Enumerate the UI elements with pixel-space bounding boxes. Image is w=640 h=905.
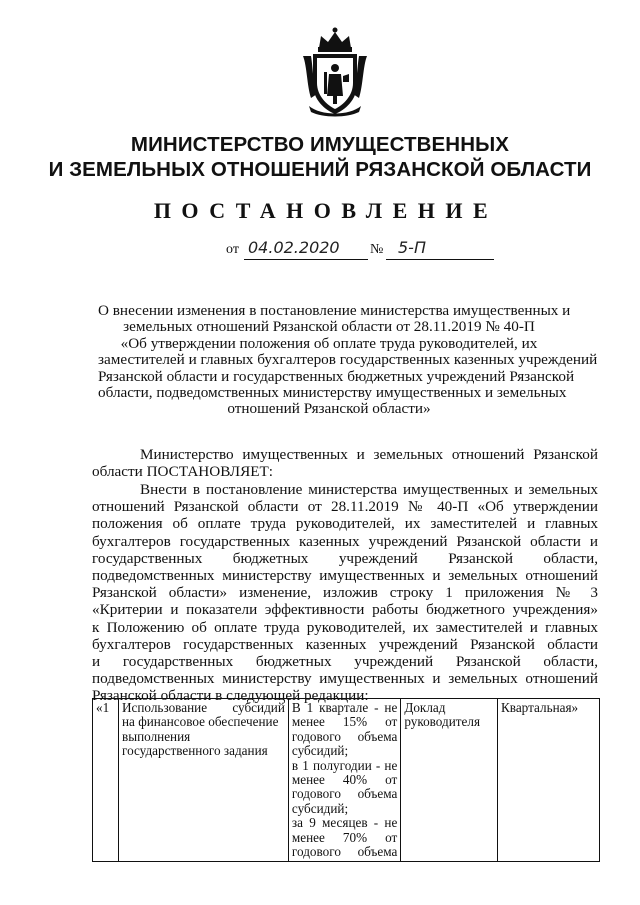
paragraph-line: бухгалтеров государственных казенных учреждений Рязанской области: [92, 635, 598, 653]
table-cell-indicator: [119, 699, 289, 862]
paragraph-line: Внести в постановление министерства имущественных и земельных: [140, 481, 598, 498]
subject-line: «Об утверждении положения об оплате труда руководителей, их: [120, 334, 538, 352]
cell-line: Доклад: [404, 700, 446, 715]
subject-line: земельных отношений Рязанской области от 28.11.2019 № 40-П: [123, 318, 535, 336]
cell-line: менее 40% от: [291, 772, 398, 788]
document-subject: [98, 302, 598, 418]
cell-line: В 1 квартале - не: [291, 700, 398, 715]
paragraph-line: подведомственных министерству имущественных и земельных отношений: [92, 567, 598, 585]
paragraph-line: отношений Рязанской области от 28.11.2019 № 40-П «Об утверждении: [92, 498, 598, 516]
paragraph-line: государственных бюджетных учреждений Рязанской области,: [92, 549, 598, 567]
cell-line: субсидий;: [291, 800, 349, 816]
cell-line: на финансовое обеспечение: [122, 714, 279, 730]
number-value: 5-П: [398, 238, 426, 257]
table-cell-period: [497, 699, 599, 862]
paragraph-line: Министерство имущественных и земельных отношений Рязанской: [140, 446, 598, 463]
cell-line: годового объема: [291, 728, 398, 744]
paragraph-line: к Положению об оплате труда руководителей, их заместителей и главных: [92, 618, 598, 636]
date-underline: [244, 259, 368, 260]
cell-line: годового объема: [291, 844, 398, 860]
cell-line: руководителя: [404, 714, 481, 730]
ministry-name-line1: МИНИСТЕРСТВО ИМУЩЕСТВЕННЫХ: [130, 133, 510, 156]
ministry-name-line2: И ЗЕМЕЛЬНЫХ ОТНОШЕНИЙ РЯЗАНСКОЙ ОБЛАСТИ: [48, 158, 592, 181]
table-row: [93, 699, 600, 862]
number-prefix: №: [370, 242, 384, 257]
paragraph-resolves: [92, 446, 598, 480]
criteria-table: [92, 698, 600, 862]
date-prefix: от: [226, 242, 239, 257]
cell-line: менее 70% от: [291, 829, 398, 845]
paragraph-line: и государственных бюджетных учреждений Рязанской области,: [92, 653, 598, 671]
paragraph-line: бухгалтеров государственных казенных учреждений Рязанской области и: [92, 532, 598, 550]
paragraph-line: «Критерии и показатели эффективности работы бюджетного учреждения»: [92, 601, 598, 619]
table-cell-criteria: [288, 699, 400, 862]
date-value: 04.02.2020: [248, 238, 340, 257]
subject-line: Рязанской области и государственных бюджетных учреждений Рязанской: [98, 367, 575, 385]
table-cell-number: [93, 699, 119, 862]
number-underline: [386, 259, 494, 260]
cell-line: в 1 полугодии - не: [291, 757, 398, 773]
paragraph-line: подведомственных министерству имущественных и земельных отношений: [92, 670, 598, 688]
paragraph-line: положения об оплате труда руководителей, их заместителей и главных: [92, 515, 598, 533]
cell-line: за 9 месяцев - не: [291, 815, 398, 831]
paragraph-line: области ПОСТАНОВЛЯЕТ:: [92, 463, 273, 481]
subject-line: области, подведомственных министерству имущественных и земельных: [98, 384, 567, 402]
cell-line: годового объема: [291, 786, 398, 802]
cell-line: государственного задания: [122, 743, 268, 759]
subject-line: отношений Рязанской области»: [227, 400, 431, 418]
subject-line: заместителей и главных бухгалтеров государственных казенных учреждений: [98, 351, 598, 369]
cell-text: «1: [96, 700, 110, 715]
cell-text: Квартальная»: [500, 700, 579, 715]
cell-line: субсидий;: [291, 743, 349, 759]
subject-line: О внесении изменения в постановление министерства имущественных и: [98, 302, 571, 319]
cell-line: выполнения: [122, 728, 191, 744]
coat-of-arms-icon: [297, 26, 373, 118]
document-type: ПОСТАНОВЛЕНИЕ: [153, 198, 499, 223]
paragraph-amendment: [92, 481, 598, 705]
paragraph-line: Рязанской области» изменение, изложив строку 1 приложения № 3: [92, 584, 598, 602]
cell-line: менее 15% от: [291, 714, 398, 730]
table-cell-report: [401, 699, 498, 862]
paragraph-line: Рязанской области в следующей редакции:: [92, 687, 369, 705]
cell-line: Использование субсидий: [122, 700, 285, 715]
